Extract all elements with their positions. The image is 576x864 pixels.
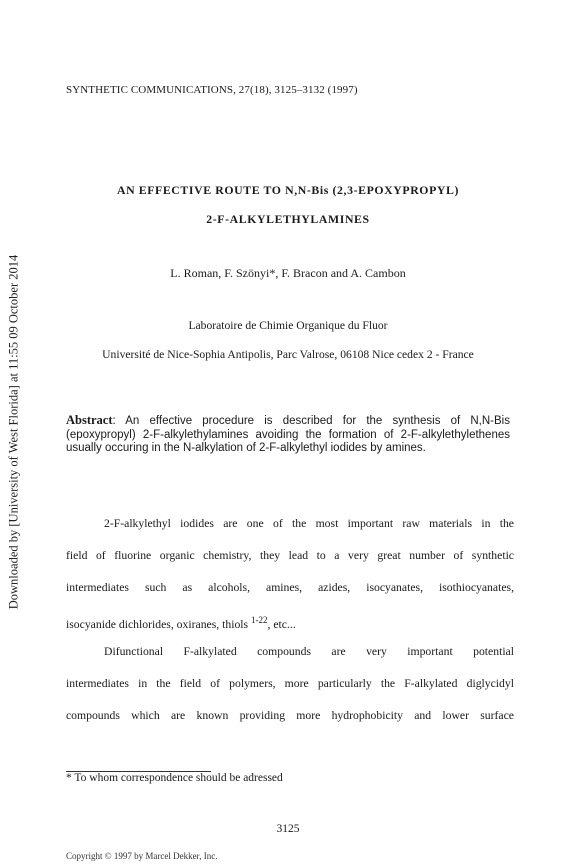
author-list: L. Roman, F. Szönyi*, F. Bracon and A. Cambon (170, 266, 406, 280)
body-line-6: intermediates in the field of polymers, more particularly the F-alkylated diglycidyl (66, 677, 514, 690)
copyright-notice: Copyright © 1997 by Marcel Dekker, Inc. (66, 851, 218, 861)
abstract (66, 414, 510, 456)
body-line-3: intermediates such as alcohols, amines, azides, isocyanates, isothiocyanates, (66, 581, 514, 594)
page-number: 3125 (276, 823, 300, 835)
reference-superscript: 1-22 (251, 615, 268, 625)
affiliation-university: Université de Nice-Sophia Antipolis, Parc Valrose, 06108 Nice cedex 2 - France (102, 348, 474, 361)
abstract-text: : An effective procedure is described for the synthesis of N,N-Bis (epoxypropyl) 2-F-alkylethylamines avoiding the formation of 2-F-alkylethylethenes usually occuring in the N-alkylation of 2-F-alkylethyl iodides by amines. (66, 415, 510, 454)
article-title-line-2: 2-F-ALKYLETHYLAMINES (206, 212, 370, 226)
journal-header: SYNTHETIC COMMUNICATIONS, 27(18), 3125–3132 (1997) (66, 84, 358, 96)
reference-suffix: , etc... (267, 617, 296, 631)
article-title-line-1: AN EFFECTIVE ROUTE TO N,N-Bis (2,3-EPOXYPROPYL) (116, 183, 460, 197)
affiliation-lab: Laboratoire de Chimie Organique du Fluor (188, 319, 388, 332)
body-line-7: compounds which are known providing more hydrophobicity and lower surface (66, 709, 514, 722)
abstract-label: Abstract (66, 413, 113, 427)
body-line-1: 2-F-alkylethyl iodides are one of the most important raw materials in the (104, 517, 514, 530)
footnote: * To whom correspondence should be adressed (66, 772, 283, 784)
body-line-4-text: isocyanide dichlorides, oxiranes, thiols (66, 617, 252, 631)
body-line-5: Difunctional F-alkylated compounds are very important potential (104, 645, 514, 658)
body-line-2: field of fluorine organic chemistry, they lead to a very great number of synthetic (66, 549, 514, 562)
download-notice: Downloaded by [University of West Florida] at 11:55 09 October 2014 (6, 254, 21, 610)
